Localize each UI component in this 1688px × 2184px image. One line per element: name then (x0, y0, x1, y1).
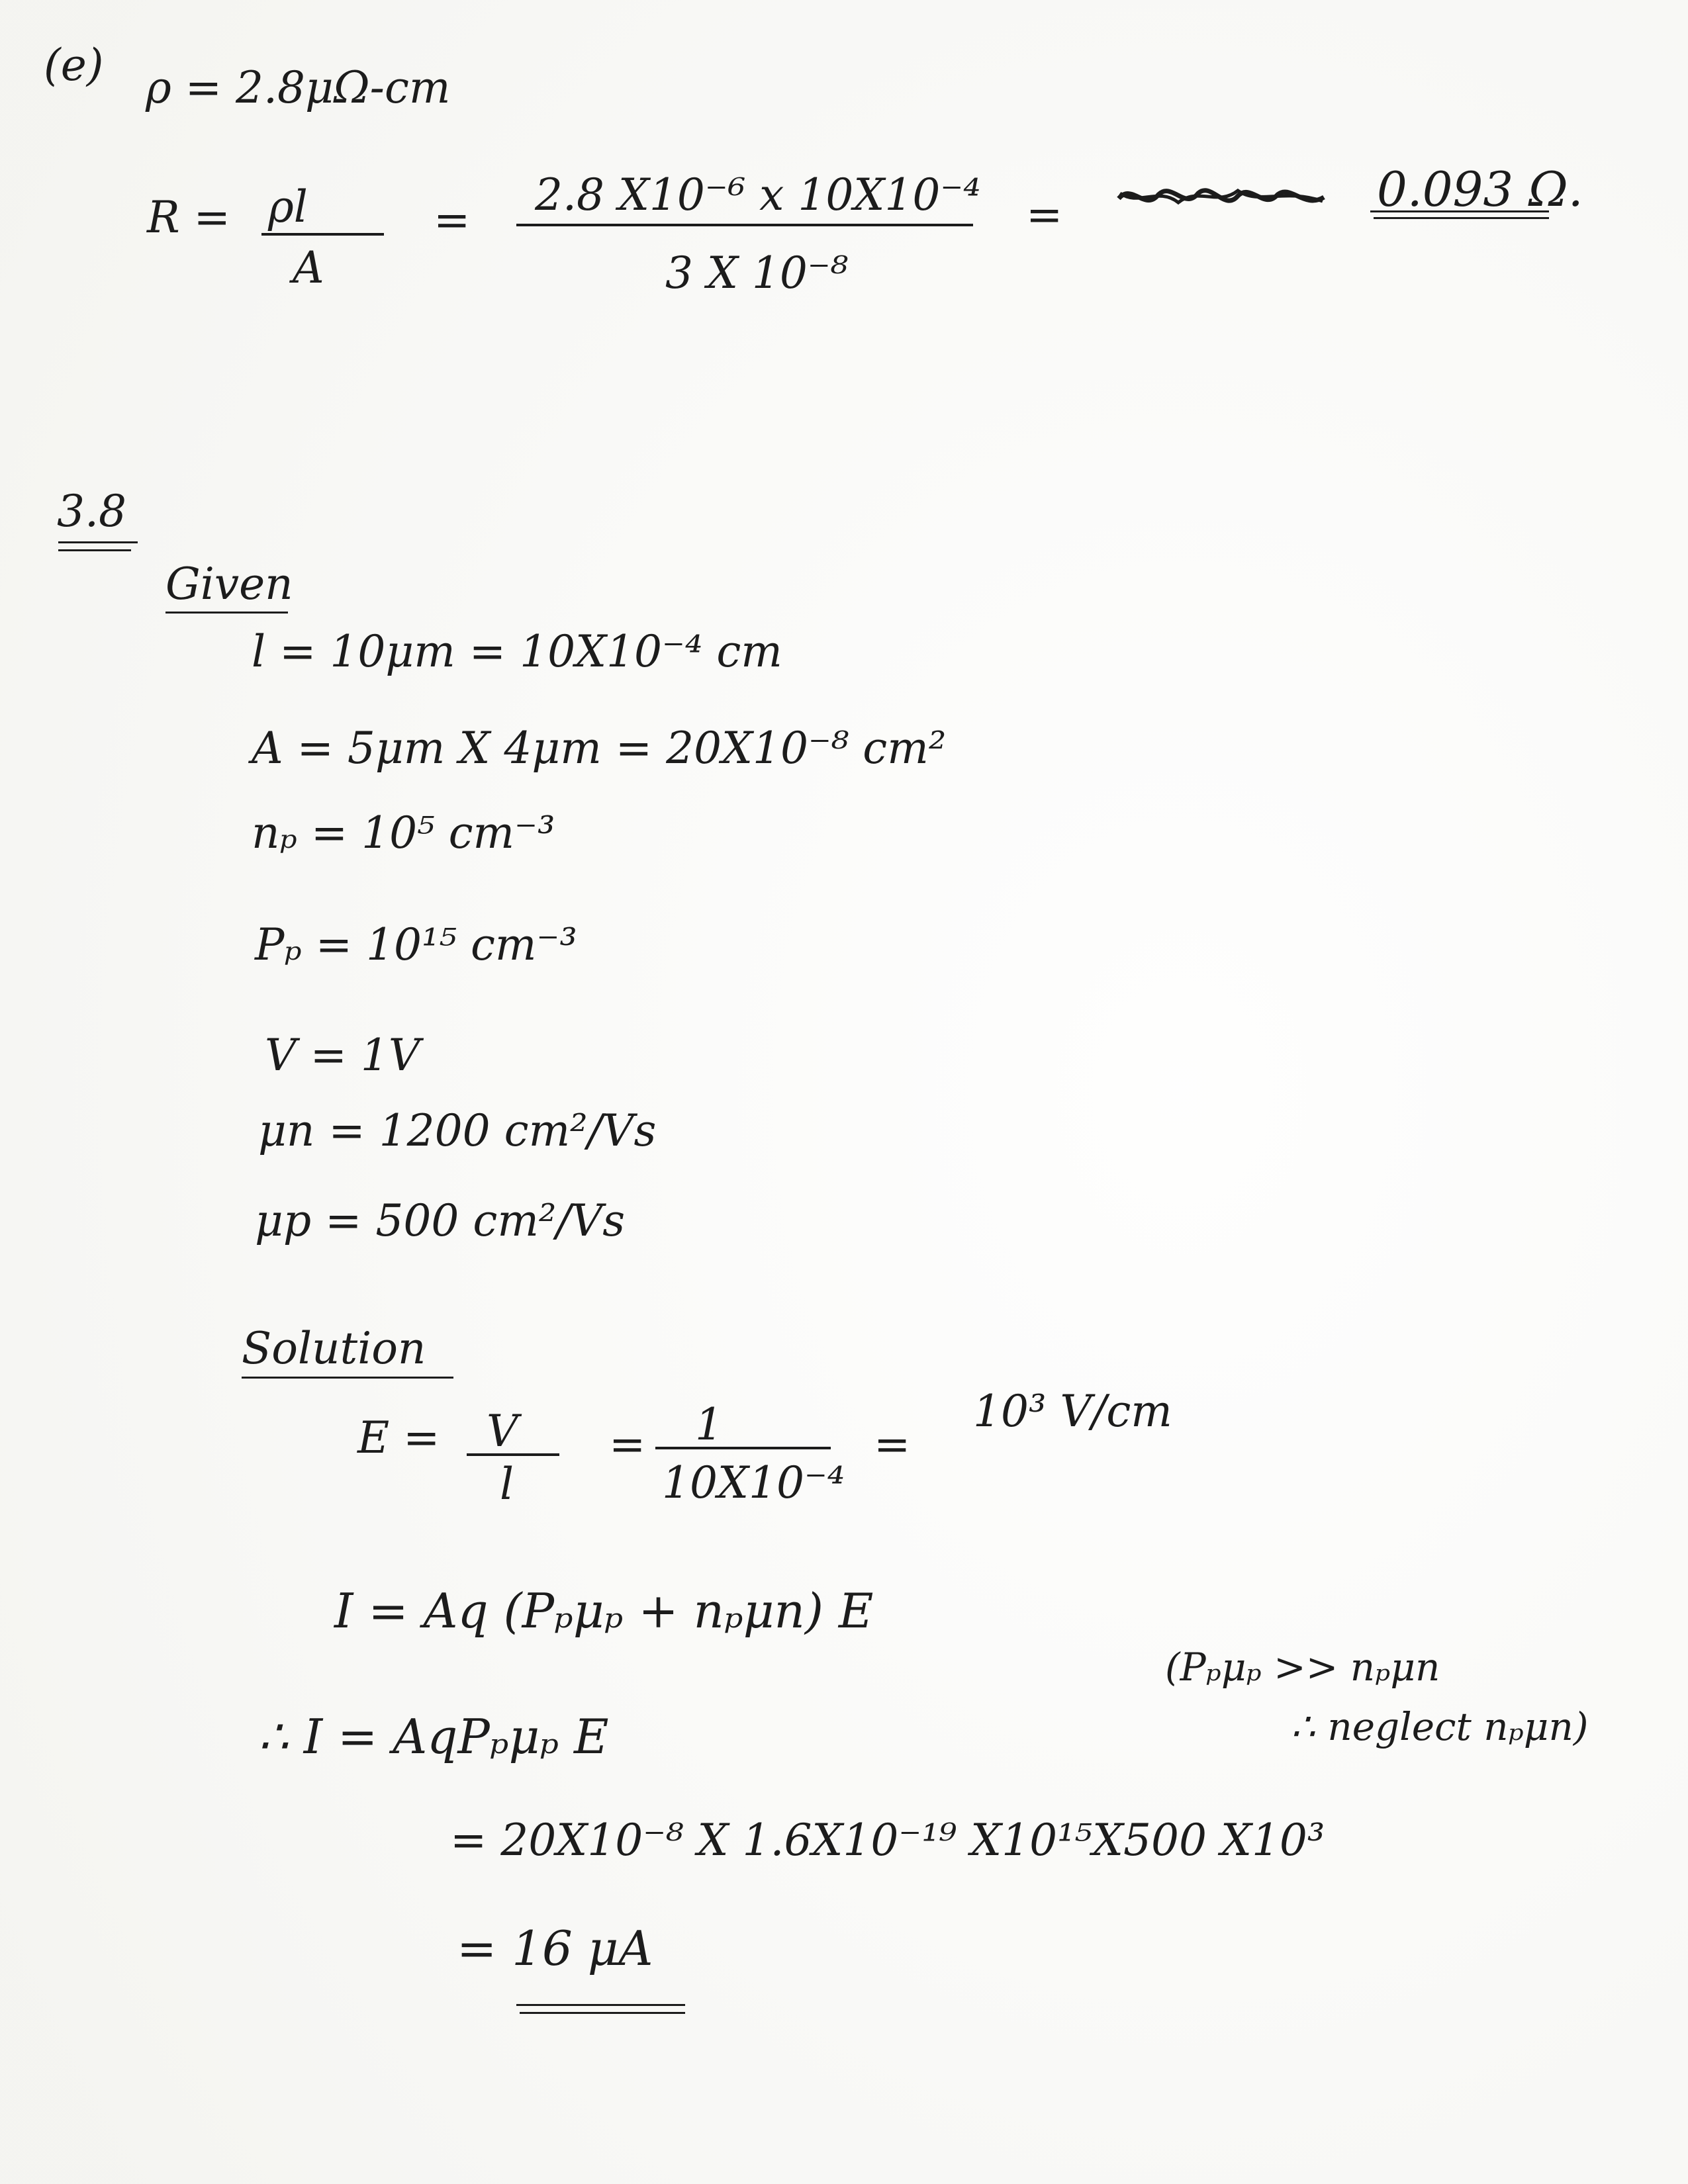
current-numeric: = 20X10⁻⁸ X 1.6X10⁻¹⁹ X10¹⁵X500 X10³ (450, 1815, 1325, 1866)
field-denominator: l (500, 1459, 514, 1510)
resistivity-line: ρ = 2.8μΩ-cm (146, 62, 451, 113)
problem-number-underline-2 (58, 549, 131, 551)
given-heading-underline (165, 612, 288, 614)
approximation-note-line-1: (Pₚμₚ >> nₚμn (1165, 1645, 1440, 1690)
current-result-underline-2 (520, 2012, 685, 2014)
given-length: l = 10μm = 10X10⁻⁴ cm (252, 626, 782, 677)
crossed-out-scribble (1112, 177, 1331, 217)
given-hole-mobility: μp = 500 cm²/Vs (255, 1195, 626, 1246)
field-numerator: V (487, 1406, 518, 1457)
equals-sign: = (1026, 189, 1063, 240)
calc-numerator: 2.8 X10⁻⁶ x 10X10⁻⁴ (535, 169, 981, 220)
field-fraction-bar (467, 1453, 559, 1456)
current-formula: I = Aq (Pₚμₚ + nₚμn) E (334, 1583, 874, 1639)
problem-number: 3.8 (57, 486, 126, 537)
field-result: 10³ V/cm (973, 1386, 1172, 1437)
field-equals-2: = (874, 1419, 911, 1470)
resistance-formula-numerator: ρl (268, 181, 308, 232)
resistance-result: 0.093 Ω. (1377, 161, 1583, 217)
current-result-underline-1 (516, 2004, 685, 2006)
field-numerator-value: 1 (695, 1399, 723, 1450)
solution-heading: Solution (242, 1323, 426, 1374)
equals-sign: = (434, 195, 471, 246)
field-value-fraction-bar (655, 1447, 831, 1449)
given-electron-mobility: μn = 1200 cm²/Vs (258, 1105, 657, 1156)
given-electron-concentration: nₚ = 10⁵ cm⁻³ (252, 807, 555, 858)
calc-denominator: 3 X 10⁻⁸ (665, 248, 849, 298)
calc-fraction-bar (516, 224, 973, 226)
current-result: = 16 μA (457, 1921, 653, 1976)
result-underline-1 (1370, 210, 1549, 212)
given-hole-concentration: Pₚ = 10¹⁵ cm⁻³ (255, 919, 577, 970)
given-voltage: V = 1V (265, 1030, 420, 1081)
field-lhs: E = (357, 1412, 440, 1463)
resistance-formula-denominator: A (293, 242, 324, 293)
problem-number-underline-1 (58, 541, 138, 543)
resistance-formula-bar (261, 233, 384, 236)
given-heading: Given (165, 559, 293, 610)
field-denominator-value: 10X10⁻⁴ (662, 1457, 845, 1508)
solution-heading-underline (242, 1377, 453, 1379)
part-label: (e) (44, 40, 104, 91)
given-area: A = 5μm X 4μm = 20X10⁻⁸ cm² (252, 723, 947, 774)
current-simplified: ∴ I = AqPₚμₚ E (258, 1709, 609, 1764)
field-equals: = (609, 1419, 646, 1470)
result-underline-2 (1374, 217, 1549, 219)
resistance-lhs: R = (147, 192, 230, 243)
approximation-note-line-2: ∴ neglect nₚμn) (1291, 1704, 1589, 1749)
